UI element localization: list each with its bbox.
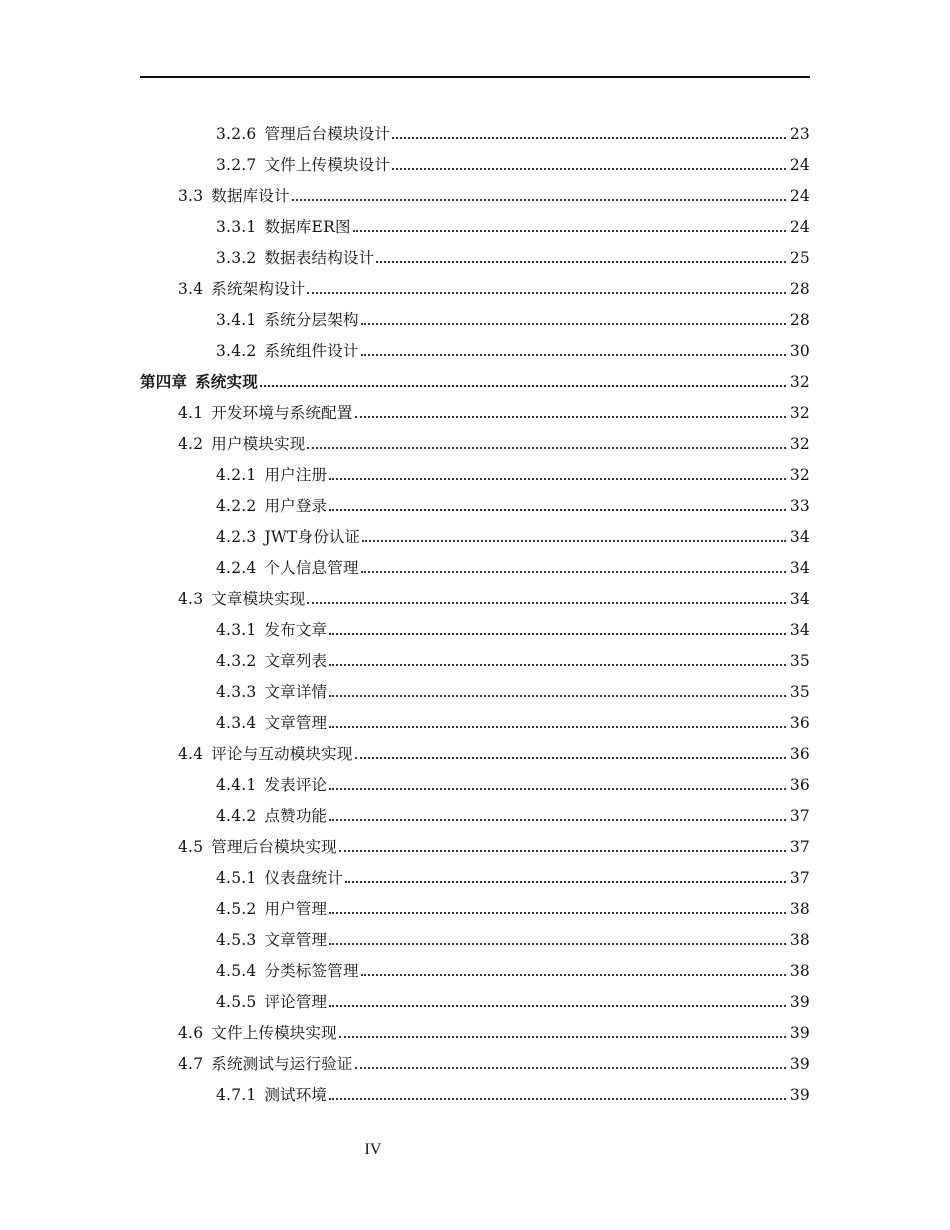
toc-entry-title: 评论管理: [264, 992, 328, 1011]
toc-entry-page: 32: [789, 465, 810, 484]
toc-entry[interactable]: [140, 550, 810, 581]
toc-entry[interactable]: [140, 240, 810, 271]
toc-entry-page: 35: [789, 682, 810, 701]
toc-entry[interactable]: [140, 674, 810, 705]
dot-leader: [329, 695, 786, 697]
toc-entry-number: 4.7.1: [216, 1085, 257, 1104]
toc-entry[interactable]: [140, 457, 810, 488]
toc-entry-title: 用户模块实现: [211, 434, 306, 453]
toc-entry-page: 24: [789, 186, 810, 205]
toc-entry-number: 4.5.5: [216, 992, 257, 1011]
toc-entry-number: 3.3: [178, 186, 204, 205]
toc-entry[interactable]: [140, 209, 810, 240]
toc-entry-title: 用户管理: [264, 899, 328, 918]
toc-entry-label: [178, 186, 290, 210]
toc-entry-title: 分类标签管理: [264, 961, 359, 980]
toc-entry-number: 4.4.2: [216, 806, 257, 825]
toc-entry-label: [216, 124, 391, 148]
dot-leader: [339, 850, 786, 852]
toc-entry[interactable]: [140, 519, 810, 550]
toc-entry[interactable]: [140, 736, 810, 767]
dot-leader: [292, 199, 786, 201]
toc-entry-label: [216, 248, 375, 272]
toc-entry[interactable]: [140, 1015, 810, 1046]
toc-entry[interactable]: [140, 395, 810, 426]
toc-entry-page: 39: [789, 992, 810, 1011]
toc-entry-page: 39: [789, 1054, 810, 1073]
toc-entry-label: [216, 496, 328, 520]
toc-entry[interactable]: [140, 178, 810, 209]
toc-entry-number: 4.2.2: [216, 496, 257, 515]
toc-entry-title: 文章管理: [264, 930, 328, 949]
toc-entry[interactable]: [140, 798, 810, 829]
dot-leader: [361, 571, 786, 573]
toc-entry[interactable]: [140, 333, 810, 364]
toc-entry[interactable]: [140, 426, 810, 457]
dot-leader: [339, 1036, 786, 1038]
toc-entry-label: [216, 868, 343, 892]
toc-entry-title: 个人信息管理: [264, 558, 359, 577]
toc-entry-number: 4.1: [178, 403, 204, 422]
toc-entry-number: 3.2.6: [216, 124, 257, 143]
toc-entry-page: 28: [789, 279, 810, 298]
dot-leader: [307, 292, 785, 294]
toc-entry-page: 28: [789, 310, 810, 329]
toc-entry-page: 34: [789, 527, 810, 546]
toc-entry-number: 3.3.2: [216, 248, 257, 267]
toc-entry-label: [216, 527, 361, 551]
dot-leader: [361, 354, 786, 356]
dot-leader: [329, 1005, 786, 1007]
toc-entry-page: 38: [789, 930, 810, 949]
toc-entry-title: 发布文章: [264, 620, 328, 639]
toc-entry-title: 系统组件设计: [264, 341, 359, 360]
dot-leader: [260, 385, 786, 387]
toc-entry-label: [216, 682, 328, 706]
toc-entry-page: 38: [789, 961, 810, 980]
toc-entry[interactable]: [140, 116, 810, 147]
toc-entry[interactable]: [140, 147, 810, 178]
dot-leader: [329, 509, 786, 511]
dot-leader: [329, 788, 786, 790]
toc-entry-page: 30: [789, 341, 810, 360]
toc-entry-title: 管理后台模块设计: [264, 124, 391, 143]
toc-entry-page: 38: [789, 899, 810, 918]
toc-entry-number: 3.4.1: [216, 310, 257, 329]
toc-entry[interactable]: [140, 922, 810, 953]
dot-leader: [329, 912, 786, 914]
toc-entry-label: [178, 744, 353, 768]
dot-leader: [329, 478, 786, 480]
table-of-contents: [140, 116, 810, 1108]
dot-leader: [355, 1067, 786, 1069]
toc-entry-number: 3.2.7: [216, 155, 257, 174]
toc-entry-label: [216, 651, 328, 675]
toc-entry-title: 评论与互动模块实现: [211, 744, 353, 763]
dot-leader: [329, 943, 786, 945]
toc-entry-title: JWT身份认证: [264, 527, 361, 546]
toc-entry-title: 用户登录: [264, 496, 328, 515]
toc-entry[interactable]: [140, 984, 810, 1015]
toc-entry-page: 34: [789, 589, 810, 608]
toc-entry-number: 4.4.1: [216, 775, 257, 794]
toc-entry-label: [216, 341, 359, 365]
toc-entry-number: 4.3.1: [216, 620, 257, 639]
toc-entry-title: 测试环境: [264, 1085, 328, 1104]
toc-entry-number: 4.2.4: [216, 558, 257, 577]
toc-entry-label: [216, 961, 359, 985]
toc-entry-label: [178, 434, 306, 458]
toc-entry-number: 4.2: [178, 434, 204, 453]
toc-entry[interactable]: [140, 612, 810, 643]
toc-entry-title: 文章详情: [264, 682, 328, 701]
toc-entry-number: 4.5.1: [216, 868, 257, 887]
toc-entry[interactable]: [140, 891, 810, 922]
toc-entry-title: 文章模块实现: [211, 589, 306, 608]
toc-entry[interactable]: [140, 488, 810, 519]
toc-entry[interactable]: [140, 1077, 810, 1108]
dot-leader: [355, 757, 786, 759]
toc-entry-title: 管理后台模块实现: [211, 837, 337, 856]
dot-leader: [353, 230, 786, 232]
toc-entry-number: 4.5.3: [216, 930, 257, 949]
toc-entry[interactable]: [140, 860, 810, 891]
toc-entry-number: 4.5.4: [216, 961, 257, 980]
header-rule: [140, 76, 810, 78]
toc-entry[interactable]: [140, 953, 810, 984]
toc-entry-title: 文件上传模块实现: [211, 1023, 337, 1042]
toc-entry-label: [216, 465, 328, 489]
toc-entry-label: [216, 713, 328, 737]
toc-entry-number: 4.3: [178, 589, 204, 608]
dot-leader: [329, 1098, 786, 1100]
toc-entry-page: 37: [789, 806, 810, 825]
toc-entry[interactable]: [140, 271, 810, 302]
toc-entry-label: [216, 155, 391, 179]
toc-entry-page: 34: [789, 558, 810, 577]
toc-entry-title: 系统分层架构: [264, 310, 359, 329]
toc-entry-number: 4.7: [178, 1054, 204, 1073]
toc-entry-page: 32: [789, 372, 810, 391]
toc-entry-number: 4.5: [178, 837, 204, 856]
toc-entry-number: 4.2.3: [216, 527, 257, 546]
toc-entry-number: 4.3.2: [216, 651, 257, 670]
toc-entry-title: 系统实现: [195, 372, 258, 391]
toc-entry-page: 37: [789, 837, 810, 856]
toc-entry-page: 32: [789, 434, 810, 453]
toc-entry[interactable]: [140, 581, 810, 612]
toc-entry-title: 系统测试与运行验证: [211, 1054, 353, 1073]
toc-entry-number: 3.3.1: [216, 217, 257, 236]
dot-leader: [361, 323, 786, 325]
dot-leader: [345, 881, 786, 883]
dot-leader: [355, 416, 786, 418]
toc-entry-number: 4.4: [178, 744, 204, 763]
toc-entry-label: [216, 806, 328, 830]
toc-entry-label: [216, 899, 328, 923]
dot-leader: [329, 633, 786, 635]
toc-entry-page: 32: [789, 403, 810, 422]
toc-entry-label: [178, 279, 306, 303]
toc-entry-page: 24: [789, 155, 810, 174]
toc-entry-label: [178, 1023, 337, 1047]
toc-entry[interactable]: [140, 767, 810, 798]
toc-entry-title: 点赞功能: [264, 806, 328, 825]
toc-entry-label: [216, 558, 359, 582]
toc-entry-title: 数据表结构设计: [264, 248, 375, 267]
dot-leader: [329, 664, 786, 666]
toc-entry-page: 39: [789, 1023, 810, 1042]
toc-entry-label: [178, 403, 353, 427]
toc-entry-label: [216, 775, 328, 799]
toc-entry[interactable]: [140, 643, 810, 674]
toc-entry-page: 25: [789, 248, 810, 267]
toc-entry-label: [178, 1054, 353, 1078]
toc-entry-title: 文件上传模块设计: [264, 155, 391, 174]
toc-entry-page: 35: [789, 651, 810, 670]
toc-entry-page: 36: [789, 713, 810, 732]
toc-entry-page: 37: [789, 868, 810, 887]
toc-entry-title: 数据库ER图: [264, 217, 351, 236]
dot-leader: [392, 168, 786, 170]
toc-entry-page: 36: [789, 744, 810, 763]
page-number: IV: [364, 1141, 382, 1158]
toc-entry-page: 24: [789, 217, 810, 236]
toc-entry-label: [216, 1085, 328, 1109]
toc-entry-number: 4.3.3: [216, 682, 257, 701]
dot-leader: [392, 137, 786, 139]
toc-entry-label: [216, 620, 328, 644]
dot-leader: [329, 819, 786, 821]
toc-entry-number: 3.4: [178, 279, 204, 298]
toc-entry-number: 4.5.2: [216, 899, 257, 918]
toc-entry-label: [216, 217, 351, 241]
toc-entry-number: 4.6: [178, 1023, 204, 1042]
toc-entry-number: 第四章: [140, 372, 188, 391]
toc-entry-label: [178, 837, 337, 861]
toc-entry-number: 4.3.4: [216, 713, 257, 732]
toc-entry-page: 33: [789, 496, 810, 515]
toc-entry-title: 仪表盘统计: [264, 868, 343, 887]
dot-leader: [307, 602, 785, 604]
toc-entry-title: 文章列表: [264, 651, 328, 670]
dot-leader: [362, 540, 786, 542]
dot-leader: [307, 447, 785, 449]
toc-entry-label: [216, 992, 328, 1016]
toc-entry-page: 23: [789, 124, 810, 143]
toc-entry-title: 系统架构设计: [211, 279, 306, 298]
dot-leader: [376, 261, 786, 263]
toc-entry-page: 36: [789, 775, 810, 794]
toc-entry-label: [178, 589, 306, 613]
toc-entry[interactable]: [140, 829, 810, 860]
toc-entry-label: [140, 372, 258, 396]
toc-entry-title: 数据库设计: [211, 186, 290, 205]
toc-entry-number: 3.4.2: [216, 341, 257, 360]
toc-entry[interactable]: [140, 705, 810, 736]
toc-entry[interactable]: [140, 1046, 810, 1077]
toc-entry[interactable]: [140, 302, 810, 333]
dot-leader: [329, 726, 786, 728]
toc-entry[interactable]: [140, 364, 810, 395]
toc-entry-number: 4.2.1: [216, 465, 257, 484]
toc-entry-title: 文章管理: [264, 713, 328, 732]
toc-entry-label: [216, 310, 359, 334]
dot-leader: [361, 974, 786, 976]
toc-entry-title: 开发环境与系统配置: [211, 403, 353, 422]
toc-entry-page: 39: [789, 1085, 810, 1104]
toc-entry-label: [216, 930, 328, 954]
toc-entry-title: 发表评论: [264, 775, 328, 794]
toc-entry-page: 34: [789, 620, 810, 639]
toc-entry-title: 用户注册: [264, 465, 328, 484]
